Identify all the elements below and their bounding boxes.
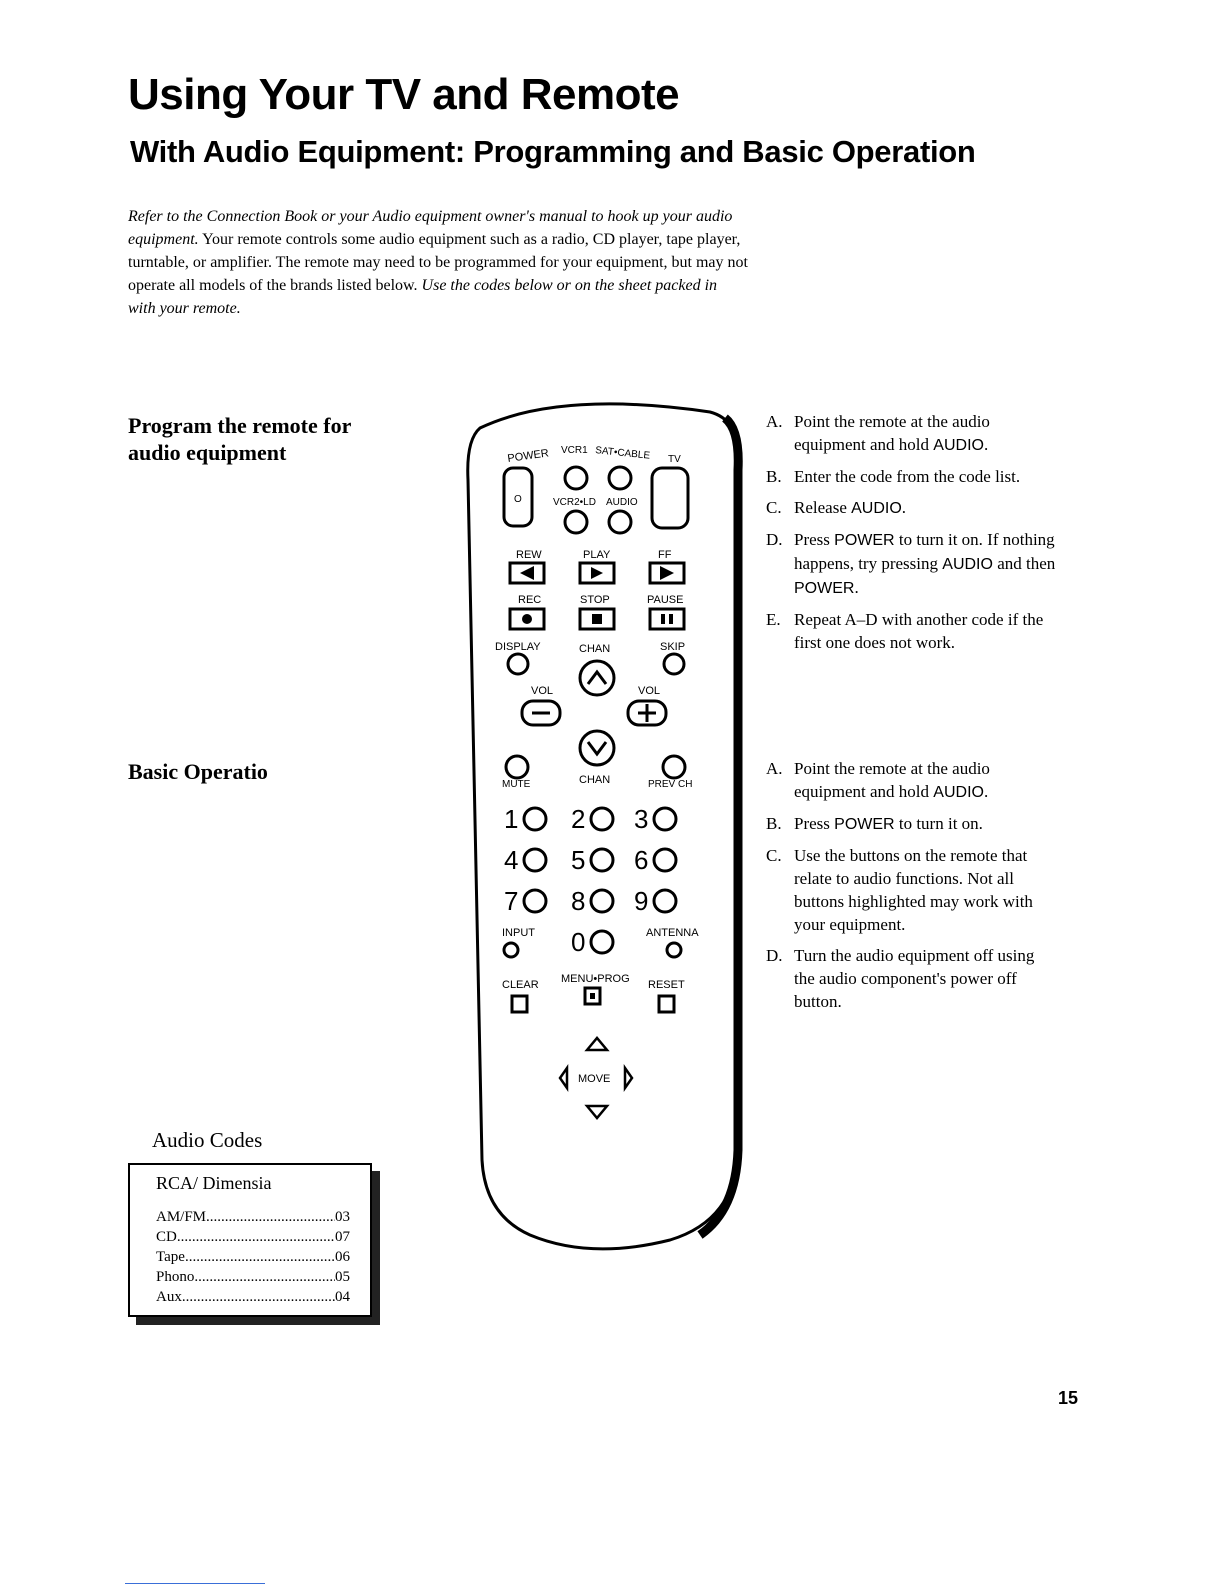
tv-label: TV (668, 454, 681, 465)
clear-button[interactable] (512, 996, 527, 1012)
page-title: Using Your TV and Remote (128, 70, 680, 119)
move-label: MOVE (578, 1073, 611, 1085)
sat-cable-label: SAT•CABLE (594, 445, 651, 462)
digit-3-label: 3 (634, 804, 649, 834)
antenna-button[interactable] (667, 943, 681, 957)
program-step-c: C. Release AUDIO. (766, 498, 907, 517)
intro-plain: Your remote controls some audio equipment such as a radio, CD player, tape player, turntable, or amplifier. The remote may need to be programmed for your equipment, but may not operate all models of the brands listed below. (128, 231, 748, 294)
reset-button[interactable] (659, 996, 674, 1012)
input-label: INPUT (502, 927, 535, 939)
pause-label: PAUSE (647, 594, 684, 606)
audio-codes-box (128, 1163, 372, 1317)
program-heading-line2: audio equipment (128, 440, 287, 465)
code-row: Phono ..... 05 (156, 1267, 350, 1287)
basic-steps (766, 757, 1056, 1021)
pause-icon-bar-1 (661, 614, 665, 624)
display-label: DISPLAY (495, 641, 541, 653)
basic-step-d: D. Turn the audio equipment off using the audio component's power off button. (766, 946, 1035, 1011)
clear-label: CLEAR (502, 979, 539, 991)
code-row: CD ..... 07 (156, 1227, 350, 1247)
audio-codes-title: Audio Codes (152, 1128, 263, 1152)
digit-4-button[interactable] (524, 849, 546, 871)
digit-2-label: 2 (571, 804, 586, 834)
chan-down-label: CHAN (579, 774, 611, 786)
digit-6-button[interactable] (654, 849, 676, 871)
digit-9-label: 9 (634, 886, 649, 916)
code-row: AM/FM ..... 03 (156, 1207, 350, 1227)
tv-button[interactable] (652, 468, 688, 528)
play-label: PLAY (583, 549, 611, 561)
sat-cable-button[interactable] (609, 467, 631, 489)
digit-0-button[interactable] (591, 931, 613, 953)
vcr1-button[interactable] (565, 467, 587, 489)
intro-italic-2: Use the codes below or on the sheet packed in with your remote. (128, 277, 718, 317)
basic-step-c: C. Use the buttons on the remote that relate to audio functions. Not all buttons highlighted may work with your equipment. (766, 846, 1033, 934)
intro-italic-1: Refer to the Connection Book or your Audio equipment owner's manual to hook up your audio equipment. (128, 208, 733, 248)
audio-codes-list (156, 1207, 350, 1307)
digit-1-button[interactable] (524, 808, 546, 830)
digit-5-button[interactable] (591, 849, 613, 871)
audio-codes-brand: RCA/ Dimensia (156, 1173, 272, 1193)
digit-5-label: 5 (571, 845, 586, 875)
program-heading (128, 412, 351, 466)
code-row: Aux ..... 04 (156, 1287, 350, 1307)
digit-2-button[interactable] (591, 808, 613, 830)
page-subtitle: With Audio Equipment: Programming and Basic Operation (130, 134, 976, 169)
vol-up-label: VOL (638, 685, 661, 697)
digit-3-button[interactable] (654, 808, 676, 830)
vcr2-ld-label: VCR2•LD (553, 497, 596, 508)
digit-6-label: 6 (634, 845, 649, 875)
audio-label: AUDIO (606, 497, 638, 508)
program-step-b: B. Enter the code from the code list. (766, 467, 1021, 486)
rew-label: REW (516, 549, 542, 561)
prev-ch-button[interactable] (663, 756, 685, 778)
chan-down-button[interactable] (580, 731, 614, 765)
vcr2-ld-button[interactable] (565, 511, 587, 533)
basic-step-b: B. Press POWER to turn it on. (766, 814, 983, 833)
vcr1-label: VCR1 (561, 445, 588, 456)
display-button[interactable] (508, 654, 528, 674)
menu-prog-icon (590, 993, 595, 999)
digit-9-button[interactable] (654, 890, 676, 912)
basic-heading: Basic Operatio (128, 759, 268, 784)
mute-label: MUTE (502, 779, 531, 790)
program-heading-line1: Program the remote for (128, 413, 352, 438)
antenna-label: ANTENNA (646, 927, 699, 939)
program-steps (766, 410, 1056, 662)
program-step-d: D. Press POWER to turn it on. If nothing happens, try pressing AUDIO and then POWER. (766, 530, 1056, 597)
power-on-mark: O (514, 494, 522, 505)
audio-button[interactable] (609, 511, 631, 533)
digit-1-label: 1 (504, 804, 519, 834)
page-number: 15 (1058, 1388, 1079, 1408)
intro-paragraph (128, 205, 748, 320)
remote-illustration (440, 390, 750, 1255)
mute-button[interactable] (506, 756, 528, 778)
stop-icon (592, 614, 602, 624)
pause-icon-bar-2 (669, 614, 673, 624)
skip-label: SKIP (660, 641, 686, 653)
reset-label: RESET (648, 979, 685, 991)
digit-8-label: 8 (571, 886, 586, 916)
digit-7-label: 7 (504, 886, 519, 916)
program-step-e: E. Repeat A–D with another code if the first one does not work. (766, 610, 1044, 652)
stop-label: STOP (580, 594, 610, 606)
menu-prog-label: MENU•PROG (561, 973, 630, 985)
pause-button[interactable] (650, 609, 684, 629)
program-step-a: A. Point the remote at the audio equipment and hold AUDIO. (766, 412, 990, 454)
digit-4-label: 4 (504, 845, 519, 875)
digit-8-button[interactable] (591, 890, 613, 912)
input-button[interactable] (504, 943, 518, 957)
chan-up-label: CHAN (579, 643, 611, 655)
digit-0-label: 0 (571, 927, 586, 957)
rec-icon (522, 614, 532, 624)
chan-up-button[interactable] (580, 661, 614, 695)
rec-label: REC (518, 594, 542, 606)
code-row: Tape ..... 06 (156, 1247, 350, 1267)
prev-ch-label: PREV CH (648, 779, 693, 790)
digit-7-button[interactable] (524, 890, 546, 912)
ff-label: FF (658, 549, 672, 561)
basic-step-a: A. Point the remote at the audio equipment and hold AUDIO. (766, 759, 990, 801)
skip-button[interactable] (664, 654, 684, 674)
bottom-rule (125, 1583, 265, 1584)
power-label: POWER (506, 447, 550, 465)
vol-down-label: VOL (531, 685, 554, 697)
